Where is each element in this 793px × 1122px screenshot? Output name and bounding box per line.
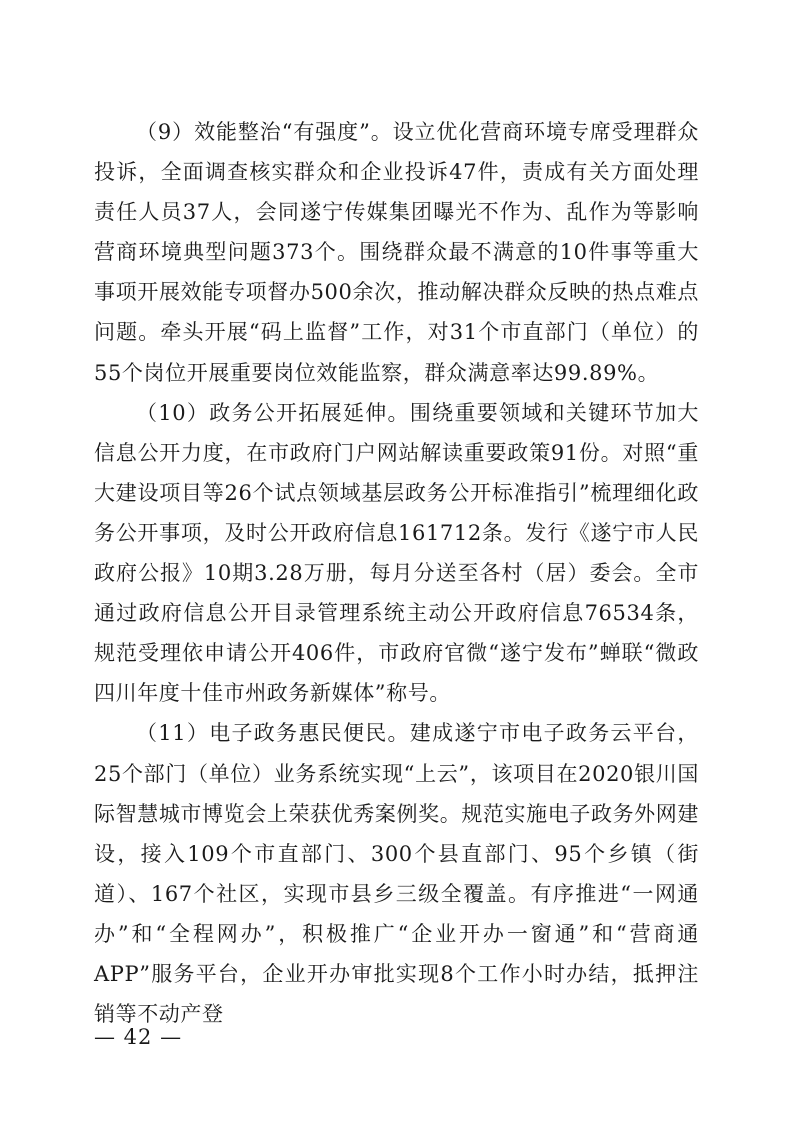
body-text [94, 112, 699, 1034]
page-number: — 42 — [94, 1025, 183, 1049]
paragraph-e-government-services: （11）电子政务惠民便民。建成遂宁市电子政务云平台，25个部门（单位）业务系统实现“上云”，该项目在2020银川国际智慧城市博览会上荣获优秀案例奖。规范实施电子政务外网建设，接入109个市直部门、300个县直部门、95个乡镇（街道）、167个社区，实现市县乡三级全覆盖。有序推进“一网通办”和“全程网办”，积极推广“企业开办一窗通”和“营商通APP”服务平台，企业开办审批实现8个工作小时办结，抵押注销等不动产登 [94, 721, 699, 1027]
paragraph-efficiency-rectification: （9）效能整治“有强度”。设立优化营商环境专席受理群众投诉，全面调查核实群众和企业投诉47件，责成有关方面处理责任人员37人，会同遂宁传媒集团曝光不作为、乱作为等影响营商环境典型问题373个。围绕群众最不满意的10件事等重大事项开展效能专项督办500余次，推动解决群众反映的热点难点问题。牵头开展“码上监督”工作，对31个市直部门（单位）的55个岗位开展重要岗位效能监察，群众满意率达99.89%。 [94, 120, 699, 385]
paragraph-government-affairs-disclosure: （10）政务公开拓展延伸。围绕重要领域和关键环节加大信息公开力度，在市政府门户网站解读重要政策91份。对照“重大建设项目等26个试点领域基层政务公开标准指引”梳理细化政务公开事项，及时公开政府信息161712条。发行《遂宁市人民政府公报》10期3.28万册，每月分送至各村（居）委会。全市通过政府信息公开目录管理系统主动公开政府信息76534条，规范受理依申请公开406件，市政府官微“遂宁发布”蝉联“微政四川年度十佳市州政务新媒体”称号。 [94, 400, 699, 706]
